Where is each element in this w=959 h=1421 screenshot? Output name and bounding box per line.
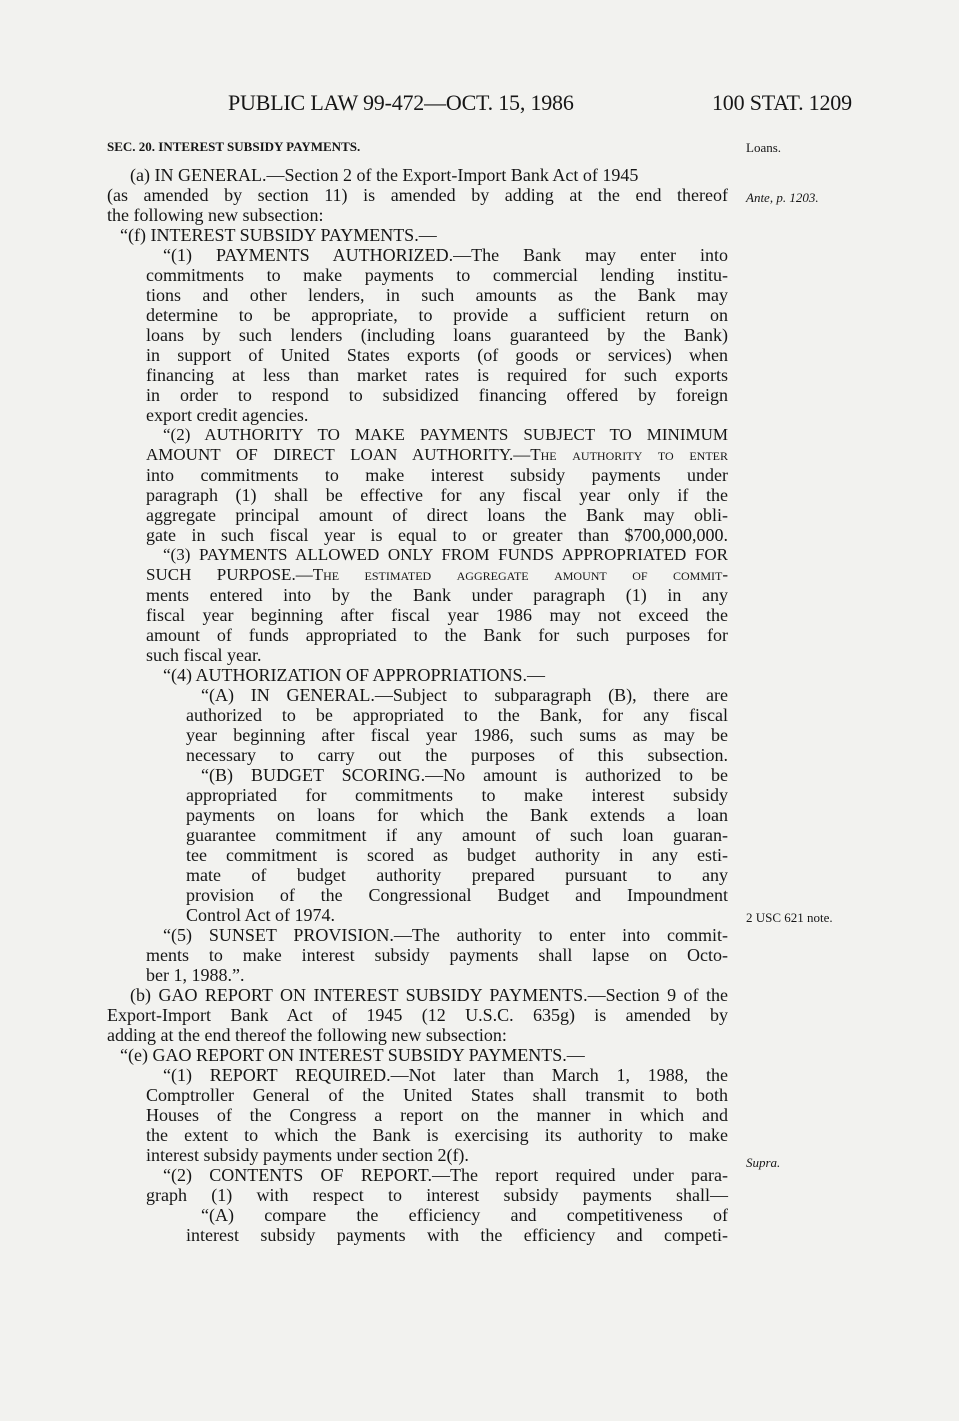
body-line: into commitments to make interest subsidy payments under <box>146 465 728 485</box>
page-header-law: PUBLIC LAW 99-472—OCT. 15, 1986 <box>228 90 574 115</box>
paragraph-heading: “(1) PAYMENTS AUTHORIZED.—The Bank may enter into <box>163 245 728 265</box>
body-line: appropriated for commitments to make interest subsidy <box>186 785 728 805</box>
body-line: the following new subsection: <box>107 205 324 225</box>
body-line: necessary to carry out the purposes of this subsection. <box>186 745 728 765</box>
body-line: aggregate principal amount of direct loans the Bank may obli- <box>146 505 728 525</box>
body-line: provision of the Congressional Budget and Impoundment <box>186 885 728 905</box>
body-line: ments to make interest subsidy payments shall lapse on Octo- <box>146 945 728 965</box>
paragraph-heading: “(5) SUNSET PROVISION.—The authority to enter into commit- <box>163 925 728 945</box>
body-line: (as amended by section 11) is amended by adding at the end thereof <box>107 185 728 205</box>
body-line: tions and other lenders, in such amounts as the Bank may <box>146 285 728 305</box>
margin-note-ante: Ante, p. 1203. <box>746 190 819 205</box>
body-line: guarantee commitment if any amount of such loan guaran- <box>186 825 728 845</box>
paragraph-heading: “(4) AUTHORIZATION OF APPROPRIATIONS.— <box>163 665 546 685</box>
body-line: ments entered into by the Bank under paragraph (1) in any <box>146 585 728 605</box>
body-line: ber 1, 1988.”. <box>146 965 245 985</box>
body-line: tee commitment is scored as budget authority in any esti- <box>186 845 728 865</box>
body-line: in support of United States exports (of goods or services) when <box>146 345 728 365</box>
paragraph-heading: “(2) CONTENTS OF REPORT.—The report required under para- <box>163 1165 728 1185</box>
margin-note-loans: Loans. <box>746 140 782 155</box>
body-line: payments on loans for which the Bank extends a loan <box>186 805 728 825</box>
body-line: SUCH PURPOSE.—The estimated aggregate amount of commit- <box>146 565 728 584</box>
margin-note-usc: 2 USC 621 note. <box>746 910 833 925</box>
body-line: graph (1) with respect to interest subsidy payments shall— <box>146 1185 728 1205</box>
body-line: Control Act of 1974. <box>186 905 335 925</box>
body-line: Comptroller General of the United States shall transmit to both <box>146 1085 728 1105</box>
line-heading: (a) IN GENERAL.—Section 2 of the Export-Import Bank Act of 1945 <box>130 165 639 185</box>
subparagraph-heading: “(B) BUDGET SCORING.—No amount is authorized to be <box>201 765 728 785</box>
body-line: fiscal year beginning after fiscal year 1986 may not exceed the <box>146 605 728 625</box>
paragraph-heading: “(2) AUTHORITY TO MAKE PAYMENTS SUBJECT TO MINIMUM <box>163 425 728 444</box>
subsection-heading: “(e) GAO REPORT ON INTEREST SUBSIDY PAYMENTS.— <box>120 1045 585 1065</box>
body-line: Export-Import Bank Act of 1945 (12 U.S.C. 635g) is amended by <box>107 1005 728 1025</box>
body-line: year beginning after fiscal year 1986, such sums as may be <box>186 725 728 745</box>
body-line: commitments to make payments to commercial lending institu- <box>146 265 728 285</box>
body-line: paragraph (1) shall be effective for any fiscal year only if the <box>146 485 728 505</box>
paragraph-heading: “(3) PAYMENTS ALLOWED ONLY FROM FUNDS APPROPRIATED FOR <box>163 545 728 564</box>
subsection-heading: “(f) INTEREST SUBSIDY PAYMENTS.— <box>120 225 437 245</box>
body-line: gate in such fiscal year is equal to or greater than $700,000,000. <box>146 525 728 545</box>
page-header-stat: 100 STAT. 1209 <box>712 90 852 115</box>
body-line: interest subsidy payments with the efficiency and competi- <box>186 1225 728 1245</box>
body-line: the extent to which the Bank is exercising its authority to make <box>146 1125 728 1145</box>
body-line: mate of budget authority prepared pursuant to any <box>186 865 728 885</box>
body-line: AMOUNT OF DIRECT LOAN AUTHORITY.—The authority to enter <box>146 445 728 464</box>
subsection-heading: (b) GAO REPORT ON INTEREST SUBSIDY PAYMENTS.—Section 9 of the <box>130 985 728 1005</box>
body-line: interest subsidy payments under section 2(f). <box>146 1145 469 1165</box>
body-line: Houses of the Congress a report on the manner in which and <box>146 1105 728 1125</box>
subparagraph-heading: “(A) IN GENERAL.—Subject to subparagraph (B), there are <box>201 685 728 705</box>
body-line: such fiscal year. <box>146 645 262 665</box>
body-line: export credit agencies. <box>146 405 309 425</box>
margin-note-supra: Supra. <box>746 1155 781 1170</box>
section-heading: SEC. 20. INTEREST SUBSIDY PAYMENTS. <box>107 139 361 154</box>
body-line: amount of funds appropriated to the Bank for such purposes for <box>146 625 728 645</box>
body-line: loans by such lenders (including loans guaranteed by the Bank) <box>146 325 728 345</box>
body-line: adding at the end thereof the following new subsection: <box>107 1025 507 1045</box>
paragraph-heading: “(1) REPORT REQUIRED.—Not later than March 1, 1988, the <box>163 1065 728 1085</box>
body-line: determine to be appropriate, to provide a sufficient return on <box>146 305 728 325</box>
body-line: authorized to be appropriated to the Bank, for any fiscal <box>186 705 728 725</box>
body-line: financing at less than market rates is required for such exports <box>146 365 728 385</box>
body-line: in order to respond to subsidized financing offered by foreign <box>146 385 728 405</box>
subparagraph-heading: “(A) compare the efficiency and competitiveness of <box>201 1205 728 1225</box>
